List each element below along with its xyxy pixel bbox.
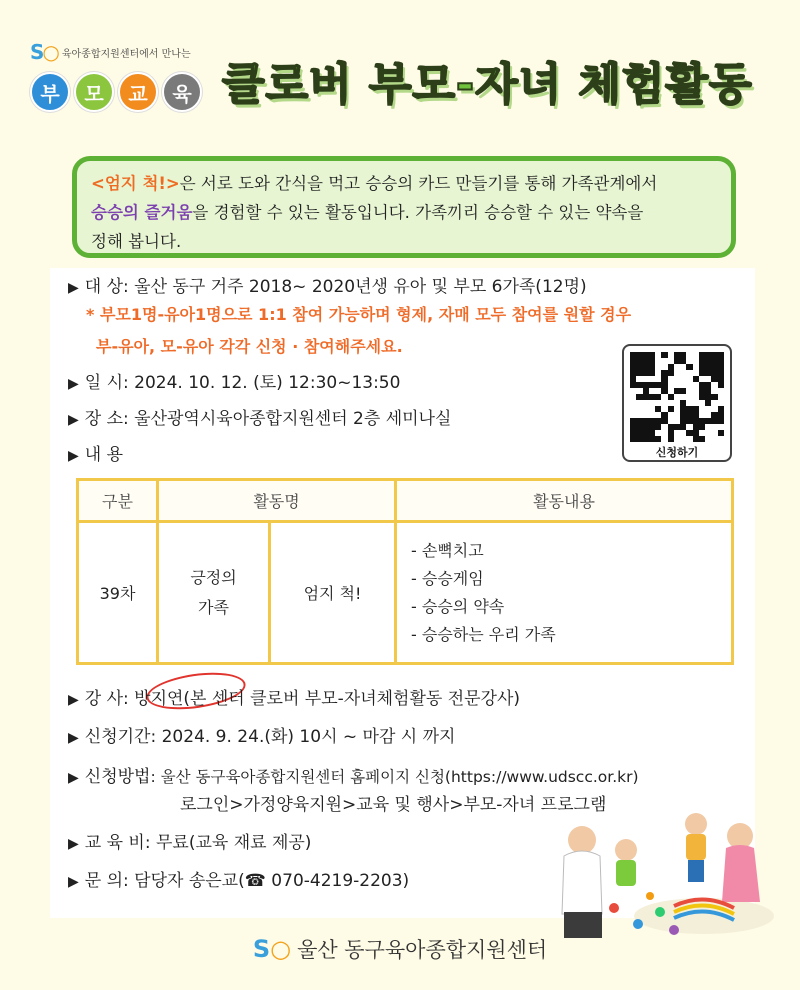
family-activity-illustration: [554, 796, 774, 942]
intro-highlight-title: <엄지 척!>: [91, 174, 180, 193]
qr-label: 신청하기: [655, 446, 699, 459]
method-path: 로그인>가정양육지원>교육 및 행사>부모-자녀 프로그램: [180, 795, 607, 815]
fee-value: : 무료(교육 재료 제공): [144, 833, 312, 853]
program-badge: 육: [162, 72, 202, 112]
activity-table: [76, 478, 734, 665]
instructor-label: 강 사: [84, 689, 124, 709]
header-activity-name: 활동명: [158, 480, 396, 522]
footer-org: [0, 934, 800, 964]
arrow-icon: ▶: [68, 376, 79, 392]
method-row: [68, 762, 639, 787]
method-label: 신청방법: [84, 767, 151, 787]
arrow-icon: ▶: [68, 448, 79, 464]
fee-row: [68, 828, 311, 853]
target-label: 대 상: [84, 277, 124, 297]
registration-qr-code[interactable]: [622, 344, 732, 462]
content-row: [68, 440, 123, 465]
intro-text-1: 은 서로 도와 간식을 먹고 승승의 카드 만들기를 통해 가족관계에서: [179, 174, 658, 193]
intro-text-3: 정해 봅니다.: [91, 232, 182, 251]
tagline-text: 육아종합지원센터에서 만나는: [61, 48, 191, 60]
footer-org-name: 울산 동구육아종합지원센터: [297, 938, 548, 962]
participation-note-2: 부-유아, 모-유아 각각 신청 · 참여해주세요.: [96, 337, 403, 356]
theme-cell: 긍정의 가족: [158, 522, 270, 664]
header-activity-content: 활동내용: [396, 480, 733, 522]
arrow-icon: ▶: [68, 692, 79, 708]
table-header-row: [78, 480, 733, 522]
period-row: [68, 722, 455, 747]
arrow-icon: ▶: [68, 770, 79, 786]
contact-label: 문 의: [84, 871, 124, 891]
target-row: [68, 272, 587, 297]
period-label: 신청기간: [84, 727, 151, 747]
qr-code-icon: [630, 352, 724, 442]
contact-row: [68, 866, 409, 891]
table-row: [78, 522, 733, 664]
program-badge: 부: [30, 72, 70, 112]
name-cell: 엄지 척!: [270, 522, 396, 664]
arrow-icon: ▶: [68, 280, 79, 296]
date-value: : 2024. 10. 12. (토) 12:30~13:50: [123, 373, 401, 393]
header-session: 구분: [78, 480, 158, 522]
instructor-row: [68, 684, 520, 709]
program-logo: [30, 40, 220, 120]
program-name-badges: [30, 72, 220, 112]
content-label: 내 용: [84, 445, 124, 465]
activity-list: [397, 537, 731, 649]
method-value[interactable]: : 울산 동구육아종합지원센터 홈페이지 신청(https://www.udscc.or.kr): [150, 768, 639, 786]
period-value: : 2024. 9. 24.(화) 10시 ~ 마감 시 까지: [150, 727, 456, 747]
list-item: - 승승의 약속: [411, 596, 505, 616]
center-logo-icon: S○: [252, 935, 292, 963]
place-row: [68, 404, 451, 429]
arrow-icon: ▶: [68, 730, 79, 746]
list-item: - 손뼉치고: [411, 540, 484, 560]
arrow-icon: ▶: [68, 836, 79, 852]
instructor-value: : 방지연(본 센터 클로버 부모-자녀체험활동 전문강사): [123, 689, 521, 709]
intro-text-2: 을 경험할 수 있는 활동입니다. 가족끼리 승승할 수 있는 약속을: [192, 203, 644, 222]
arrow-icon: ▶: [68, 874, 79, 890]
date-row: [68, 368, 400, 393]
intro-highlight-joy: 승승의 즐거움: [91, 203, 193, 222]
center-logo-icon: S○: [30, 40, 58, 64]
session-cell: 39차: [78, 522, 158, 664]
page-title: 클로버 부모-자녀 체험활동: [222, 59, 753, 110]
program-badge: 교: [118, 72, 158, 112]
arrow-icon: ▶: [68, 412, 79, 428]
participation-note-1: * 부모1명-유아1명으로 1:1 참여 가능하며 형제, 자매 모두 참여를 원할 경우: [86, 305, 632, 324]
date-label: 일 시: [84, 373, 124, 393]
list-item: - 승승하는 우리 가족: [411, 624, 556, 644]
program-badge: 모: [74, 72, 114, 112]
center-tagline: [30, 40, 220, 64]
fee-label: 교 육 비: [84, 833, 145, 853]
list-item: - 승승게임: [411, 568, 484, 588]
place-value: : 울산광역시육아종합지원센터 2층 세미나실: [123, 409, 452, 429]
intro-box: [72, 156, 736, 258]
content-cell: [396, 522, 733, 664]
target-value: : 울산 동구 거주 2018~ 2020년생 유아 및 부모 6가족(12명): [123, 277, 587, 297]
contact-value: : 담당자 송은교(☎ 070-4219-2203): [123, 871, 410, 891]
place-label: 장 소: [84, 409, 124, 429]
